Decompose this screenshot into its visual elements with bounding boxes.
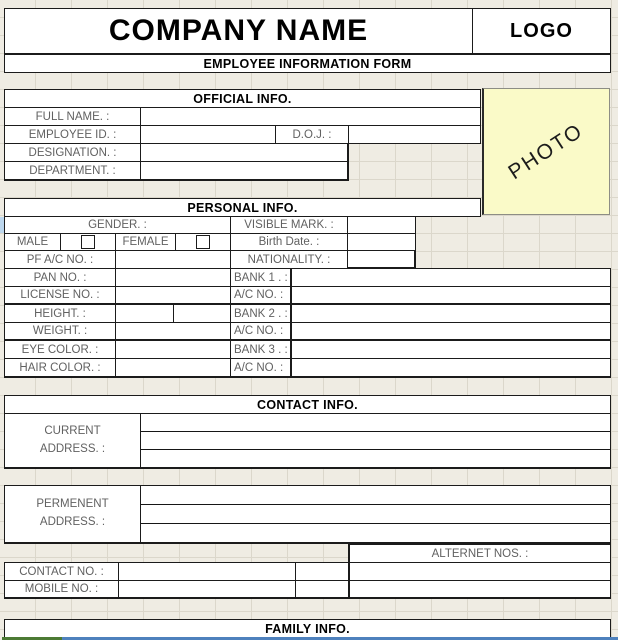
license-no-input[interactable] — [115, 286, 231, 305]
birth-date-input[interactable] — [347, 233, 416, 251]
current-address-label: CURRENT ADDRESS. : — [4, 413, 141, 469]
personal-info-header: PERSONAL INFO. — [4, 198, 481, 217]
mobile-no-spacer-cell — [295, 580, 349, 599]
photo-placeholder[interactable] — [482, 88, 610, 215]
bank2-ac-no-label: A/C NO. : — [230, 322, 291, 341]
contact-info-header: CONTACT INFO. — [4, 395, 611, 414]
bank3-ac-no-input[interactable] — [290, 358, 611, 378]
birth-date-label: Birth Date. : — [230, 233, 348, 251]
mobile-no-label: MOBILE NO. : — [4, 580, 119, 599]
pf-ac-no-input[interactable] — [115, 250, 231, 269]
pf-ac-no-label: PF A/C NO. : — [4, 250, 116, 269]
gender-label: GENDER. : — [4, 216, 231, 234]
employee-id-label: EMPLOYEE ID. : — [4, 125, 141, 144]
female-checkbox[interactable] — [196, 235, 210, 249]
department-input[interactable] — [140, 161, 349, 181]
bank2-label: BANK 2 . : — [230, 304, 291, 323]
alternate-mobile-no-input[interactable] — [348, 580, 611, 599]
bank1-ac-no-label: A/C NO. : — [230, 286, 291, 305]
male-checkbox-cell — [60, 233, 116, 251]
eye-color-label: EYE COLOR. : — [4, 340, 116, 359]
male-label: MALE — [4, 233, 61, 251]
pan-no-input[interactable] — [115, 268, 231, 287]
alternate-nos-label: ALTERNET NOS. : — [348, 544, 611, 563]
mobile-no-input[interactable] — [118, 580, 296, 599]
full-name-input[interactable] — [140, 107, 481, 126]
license-no-label: LICENSE NO. : — [4, 286, 116, 305]
current-address-writing-line-2 — [141, 449, 610, 450]
full-name-label: FULL NAME. : — [4, 107, 141, 126]
pan-no-label: PAN NO. : — [4, 268, 116, 287]
height-input-1[interactable] — [115, 304, 174, 323]
bank3-ac-no-label: A/C NO. : — [230, 358, 291, 378]
contact-no-label: CONTACT NO. : — [4, 562, 119, 581]
bank3-input[interactable] — [290, 340, 611, 359]
visible-mark-label: VISIBLE MARK. : — [230, 216, 348, 234]
permanent-address-writing-line-1 — [141, 504, 610, 505]
permanent-address-input[interactable] — [140, 485, 611, 544]
doj-input[interactable] — [348, 125, 481, 144]
family-info-header: FAMILY INFO. — [4, 619, 611, 638]
bank2-input[interactable] — [290, 304, 611, 323]
current-address-input[interactable] — [140, 413, 611, 469]
height-input-2[interactable] — [173, 304, 231, 323]
form-title-bar: EMPLOYEE INFORMATION FORM — [4, 53, 611, 73]
company-name-cell: COMPANY NAME — [4, 8, 473, 54]
hair-color-label: HAIR COLOR. : — [4, 358, 116, 378]
weight-label: WEIGHT. : — [4, 322, 116, 341]
department-label: DEPARTMENT. : — [4, 161, 141, 181]
contact-no-spacer-cell — [295, 562, 349, 581]
nationality-label: NATIONALITY. : — [230, 250, 348, 269]
female-checkbox-cell — [175, 233, 231, 251]
height-label: HEIGHT. : — [4, 304, 116, 323]
bank1-input[interactable] — [290, 268, 611, 287]
photo-label: PHOTO — [504, 118, 588, 184]
permanent-address-writing-line-2 — [141, 523, 610, 524]
permanent-address-label: PERMENENT ADDRESS. : — [4, 485, 141, 544]
hair-color-input[interactable] — [115, 358, 231, 378]
male-checkbox[interactable] — [81, 235, 95, 249]
visible-mark-input[interactable] — [347, 216, 416, 234]
current-address-writing-line-1 — [141, 431, 610, 432]
alternate-contact-no-input[interactable] — [348, 562, 611, 581]
bank2-ac-no-input[interactable] — [290, 322, 611, 341]
bank3-label: BANK 3 . : — [230, 340, 291, 359]
designation-label: DESIGNATION. : — [4, 143, 141, 162]
weight-input[interactable] — [115, 322, 231, 341]
eye-color-input[interactable] — [115, 340, 231, 359]
designation-input[interactable] — [140, 143, 349, 162]
bank1-ac-no-input[interactable] — [290, 286, 611, 305]
bank1-label: BANK 1 . : — [230, 268, 291, 287]
female-label: FEMALE — [115, 233, 176, 251]
logo-cell: LOGO — [472, 8, 611, 54]
official-info-header: OFFICIAL INFO. — [4, 89, 481, 108]
contact-no-input[interactable] — [118, 562, 296, 581]
doj-label: D.O.J. : — [275, 125, 349, 144]
nationality-input[interactable] — [347, 250, 416, 269]
employee-id-input[interactable] — [140, 125, 276, 144]
